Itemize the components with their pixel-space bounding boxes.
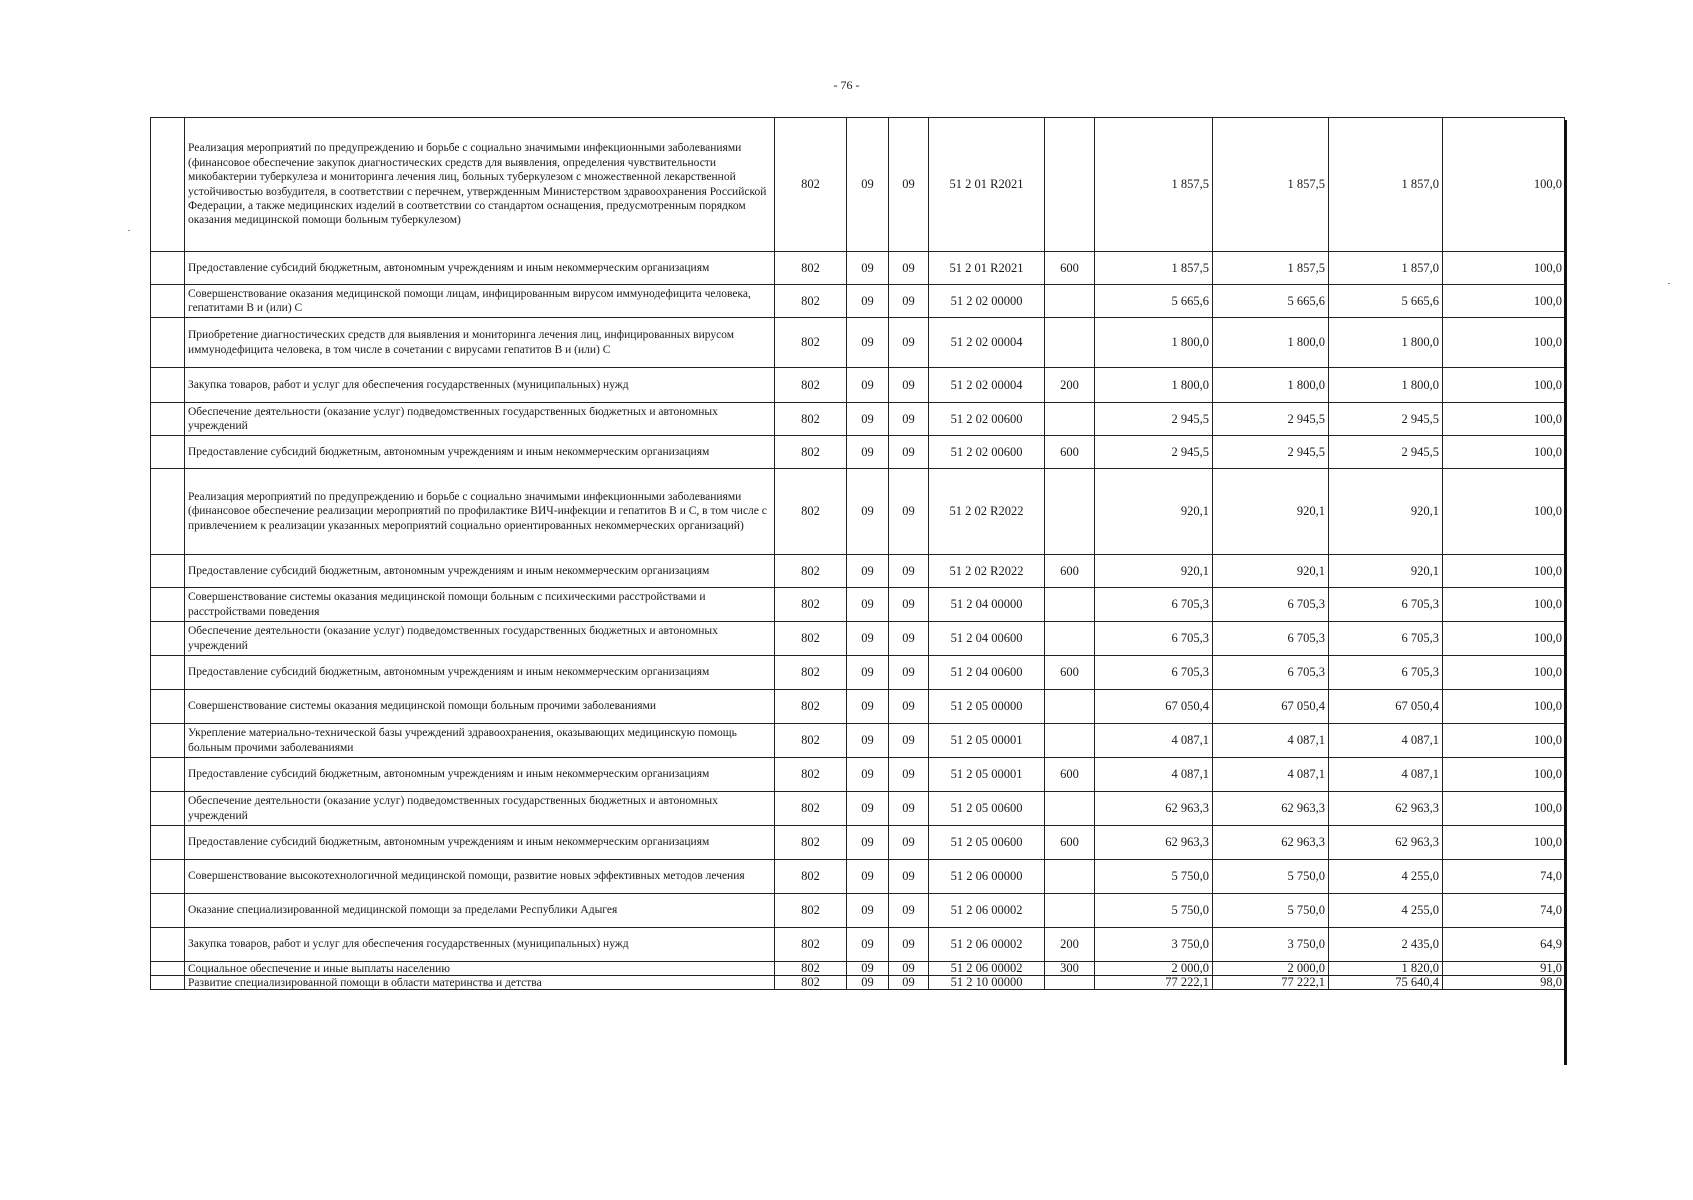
subsection-code: 09	[889, 252, 929, 285]
expense-type	[1045, 894, 1095, 928]
row-margin-cell	[151, 555, 185, 588]
ministry-code: 802	[775, 368, 847, 403]
subsection-code: 09	[889, 285, 929, 318]
execution-percent: 100,0	[1443, 368, 1565, 403]
executed-amount: 920,1	[1329, 469, 1443, 555]
section-code: 09	[847, 403, 889, 436]
row-margin-cell	[151, 368, 185, 403]
section-code: 09	[847, 826, 889, 860]
executed-amount: 1 857,0	[1329, 118, 1443, 252]
row-margin-cell	[151, 436, 185, 469]
row-margin-cell	[151, 252, 185, 285]
expense-type	[1045, 285, 1095, 318]
ministry-code: 802	[775, 826, 847, 860]
approved-amount: 2 945,5	[1095, 436, 1213, 469]
section-code: 09	[847, 758, 889, 792]
executed-amount: 6 705,3	[1329, 622, 1443, 656]
revised-amount: 5 750,0	[1213, 894, 1329, 928]
subsection-code: 09	[889, 758, 929, 792]
target-code: 51 2 04 00000	[929, 588, 1045, 622]
expense-type	[1045, 860, 1095, 894]
table-row	[151, 555, 1565, 588]
approved-amount: 4 087,1	[1095, 758, 1213, 792]
approved-amount: 920,1	[1095, 469, 1213, 555]
row-margin-cell	[151, 860, 185, 894]
table-row	[151, 860, 1565, 894]
approved-amount: 5 750,0	[1095, 894, 1213, 928]
revised-amount: 2 000,0	[1213, 962, 1329, 976]
table-row	[151, 792, 1565, 826]
revised-amount: 1 857,5	[1213, 118, 1329, 252]
row-name: Реализация мероприятий по предупреждению и борьбе с социально значимыми инфекционными заболеваниями (финансовое обеспечение реализации мероприятий по профилактике ВИЧ-инфекции и гепатитов В и С, в том числе с привлечением к реализации указанных мероприятий социально ориентированных некоммерческих организаций)	[185, 469, 775, 555]
approved-amount: 920,1	[1095, 555, 1213, 588]
approved-amount: 1 800,0	[1095, 368, 1213, 403]
execution-percent: 91,0	[1443, 962, 1565, 976]
row-name: Совершенствование высокотехнологичной медицинской помощи, развитие новых эффективных методов лечения	[185, 860, 775, 894]
table-row	[151, 976, 1565, 990]
section-code: 09	[847, 285, 889, 318]
ministry-code: 802	[775, 976, 847, 990]
ministry-code: 802	[775, 894, 847, 928]
approved-amount: 2 000,0	[1095, 962, 1213, 976]
executed-amount: 2 435,0	[1329, 928, 1443, 962]
expense-type	[1045, 724, 1095, 758]
section-code: 09	[847, 962, 889, 976]
revised-amount: 62 963,3	[1213, 792, 1329, 826]
section-code: 09	[847, 318, 889, 368]
section-code: 09	[847, 368, 889, 403]
row-margin-cell	[151, 690, 185, 724]
revised-amount: 5 665,6	[1213, 285, 1329, 318]
target-code: 51 2 02 R2022	[929, 555, 1045, 588]
target-code: 51 2 06 00002	[929, 928, 1045, 962]
target-code: 51 2 04 00600	[929, 656, 1045, 690]
section-code: 09	[847, 690, 889, 724]
executed-amount: 4 255,0	[1329, 860, 1443, 894]
table-row	[151, 724, 1565, 758]
row-margin-cell	[151, 928, 185, 962]
subsection-code: 09	[889, 656, 929, 690]
section-code: 09	[847, 555, 889, 588]
revised-amount: 1 800,0	[1213, 368, 1329, 403]
revised-amount: 1 800,0	[1213, 318, 1329, 368]
expense-type: 600	[1045, 555, 1095, 588]
expense-type	[1045, 469, 1095, 555]
table-row	[151, 690, 1565, 724]
revised-amount: 920,1	[1213, 555, 1329, 588]
expense-type	[1045, 622, 1095, 656]
expense-type: 200	[1045, 928, 1095, 962]
executed-amount: 4 087,1	[1329, 724, 1443, 758]
target-code: 51 2 06 00000	[929, 860, 1045, 894]
revised-amount: 6 705,3	[1213, 656, 1329, 690]
scan-speck	[1668, 283, 1670, 284]
execution-percent: 100,0	[1443, 252, 1565, 285]
approved-amount: 62 963,3	[1095, 792, 1213, 826]
row-margin-cell	[151, 894, 185, 928]
row-name: Предоставление субсидий бюджетным, автономным учреждениям и иным некоммерческим организациям	[185, 656, 775, 690]
section-code: 09	[847, 724, 889, 758]
row-name: Совершенствование системы оказания медицинской помощи больным с психическими расстройствами и расстройствами поведения	[185, 588, 775, 622]
target-code: 51 2 05 00000	[929, 690, 1045, 724]
scan-speck	[128, 230, 130, 231]
row-name: Предоставление субсидий бюджетным, автономным учреждениям и иным некоммерческим организациям	[185, 436, 775, 469]
executed-amount: 1 800,0	[1329, 318, 1443, 368]
section-code: 09	[847, 894, 889, 928]
approved-amount: 2 945,5	[1095, 403, 1213, 436]
row-name: Предоставление субсидий бюджетным, автономным учреждениям и иным некоммерческим организациям	[185, 826, 775, 860]
ministry-code: 802	[775, 588, 847, 622]
section-code: 09	[847, 792, 889, 826]
execution-percent: 64,9	[1443, 928, 1565, 962]
ministry-code: 802	[775, 469, 847, 555]
target-code: 51 2 02 00004	[929, 368, 1045, 403]
section-code: 09	[847, 976, 889, 990]
target-code: 51 2 05 00600	[929, 792, 1045, 826]
ministry-code: 802	[775, 285, 847, 318]
row-margin-cell	[151, 724, 185, 758]
table-row	[151, 368, 1565, 403]
executed-amount: 920,1	[1329, 555, 1443, 588]
target-code: 51 2 05 00600	[929, 826, 1045, 860]
section-code: 09	[847, 252, 889, 285]
table-row	[151, 118, 1565, 252]
ministry-code: 802	[775, 792, 847, 826]
row-name: Оказание специализированной медицинской помощи за пределами Республики Адыгея	[185, 894, 775, 928]
expense-type	[1045, 588, 1095, 622]
executed-amount: 6 705,3	[1329, 588, 1443, 622]
target-code: 51 2 01 R2021	[929, 252, 1045, 285]
subsection-code: 09	[889, 894, 929, 928]
approved-amount: 6 705,3	[1095, 656, 1213, 690]
executed-amount: 62 963,3	[1329, 826, 1443, 860]
execution-percent: 74,0	[1443, 860, 1565, 894]
section-code: 09	[847, 469, 889, 555]
revised-amount: 6 705,3	[1213, 622, 1329, 656]
table-row	[151, 436, 1565, 469]
revised-amount: 77 222,1	[1213, 976, 1329, 990]
row-name: Предоставление субсидий бюджетным, автономным учреждениям и иным некоммерческим организациям	[185, 252, 775, 285]
executed-amount: 1 800,0	[1329, 368, 1443, 403]
revised-amount: 67 050,4	[1213, 690, 1329, 724]
expense-type: 600	[1045, 758, 1095, 792]
ministry-code: 802	[775, 656, 847, 690]
ministry-code: 802	[775, 622, 847, 656]
row-margin-cell	[151, 792, 185, 826]
approved-amount: 5 750,0	[1095, 860, 1213, 894]
budget-table	[150, 117, 1565, 990]
section-code: 09	[847, 656, 889, 690]
executed-amount: 62 963,3	[1329, 792, 1443, 826]
target-code: 51 2 02 00600	[929, 436, 1045, 469]
row-margin-cell	[151, 656, 185, 690]
ministry-code: 802	[775, 928, 847, 962]
executed-amount: 2 945,5	[1329, 436, 1443, 469]
execution-percent: 100,0	[1443, 792, 1565, 826]
row-name: Закупка товаров, работ и услуг для обеспечения государственных (муниципальных) нужд	[185, 928, 775, 962]
row-margin-cell	[151, 403, 185, 436]
row-name: Социальное обеспечение и иные выплаты населению	[185, 962, 775, 976]
approved-amount: 6 705,3	[1095, 622, 1213, 656]
subsection-code: 09	[889, 724, 929, 758]
revised-amount: 62 963,3	[1213, 826, 1329, 860]
expense-type	[1045, 118, 1095, 252]
subsection-code: 09	[889, 962, 929, 976]
expense-type: 600	[1045, 826, 1095, 860]
executed-amount: 2 945,5	[1329, 403, 1443, 436]
approved-amount: 5 665,6	[1095, 285, 1213, 318]
subsection-code: 09	[889, 118, 929, 252]
target-code: 51 2 04 00600	[929, 622, 1045, 656]
target-code: 51 2 02 00000	[929, 285, 1045, 318]
row-margin-cell	[151, 826, 185, 860]
target-code: 51 2 02 00004	[929, 318, 1045, 368]
row-name: Развитие специализированной помощи в области материнства и детства	[185, 976, 775, 990]
approved-amount: 77 222,1	[1095, 976, 1213, 990]
row-name: Обеспечение деятельности (оказание услуг) подведомственных государственных бюджетных и автономных учреждений	[185, 403, 775, 436]
row-name: Обеспечение деятельности (оказание услуг) подведомственных государственных бюджетных и автономных учреждений	[185, 792, 775, 826]
table-row	[151, 894, 1565, 928]
table-row	[151, 656, 1565, 690]
revised-amount: 1 857,5	[1213, 252, 1329, 285]
table-row	[151, 622, 1565, 656]
subsection-code: 09	[889, 469, 929, 555]
target-code: 51 2 02 00600	[929, 403, 1045, 436]
row-margin-cell	[151, 588, 185, 622]
ministry-code: 802	[775, 403, 847, 436]
subsection-code: 09	[889, 826, 929, 860]
execution-percent: 100,0	[1443, 118, 1565, 252]
subsection-code: 09	[889, 792, 929, 826]
section-code: 09	[847, 622, 889, 656]
section-code: 09	[847, 436, 889, 469]
execution-percent: 100,0	[1443, 436, 1565, 469]
execution-percent: 100,0	[1443, 469, 1565, 555]
execution-percent: 100,0	[1443, 555, 1565, 588]
execution-percent: 100,0	[1443, 318, 1565, 368]
subsection-code: 09	[889, 860, 929, 894]
approved-amount: 1 800,0	[1095, 318, 1213, 368]
expense-type	[1045, 318, 1095, 368]
page-number: - 76 -	[833, 78, 860, 92]
execution-percent: 100,0	[1443, 622, 1565, 656]
table-row	[151, 758, 1565, 792]
ministry-code: 802	[775, 436, 847, 469]
execution-percent: 100,0	[1443, 724, 1565, 758]
expense-type: 600	[1045, 436, 1095, 469]
table-body	[151, 118, 1565, 990]
row-name: Закупка товаров, работ и услуг для обеспечения государственных (муниципальных) нужд	[185, 368, 775, 403]
revised-amount: 2 945,5	[1213, 403, 1329, 436]
revised-amount: 920,1	[1213, 469, 1329, 555]
ministry-code: 802	[775, 962, 847, 976]
target-code: 51 2 02 R2022	[929, 469, 1045, 555]
target-code: 51 2 06 00002	[929, 894, 1045, 928]
ministry-code: 802	[775, 690, 847, 724]
row-name: Укрепление материально-технической базы учреждений здравоохранения, оказывающих медицинскую помощь больным прочими заболеваниями	[185, 724, 775, 758]
table-row	[151, 469, 1565, 555]
row-name: Совершенствование системы оказания медицинской помощи больным прочими заболеваниями	[185, 690, 775, 724]
row-name: Совершенствование оказания медицинской помощи лицам, инфицированным вирусом иммунодефицита человека, гепатитами В и (или) С	[185, 285, 775, 318]
expense-type: 600	[1045, 252, 1095, 285]
revised-amount: 2 945,5	[1213, 436, 1329, 469]
expense-type: 200	[1045, 368, 1095, 403]
revised-amount: 4 087,1	[1213, 724, 1329, 758]
subsection-code: 09	[889, 928, 929, 962]
section-code: 09	[847, 588, 889, 622]
section-code: 09	[847, 118, 889, 252]
row-margin-cell	[151, 976, 185, 990]
subsection-code: 09	[889, 318, 929, 368]
expense-type: 600	[1045, 656, 1095, 690]
table-row	[151, 318, 1565, 368]
revised-amount: 4 087,1	[1213, 758, 1329, 792]
execution-percent: 100,0	[1443, 285, 1565, 318]
executed-amount: 75 640,4	[1329, 976, 1443, 990]
revised-amount: 3 750,0	[1213, 928, 1329, 962]
subsection-code: 09	[889, 976, 929, 990]
subsection-code: 09	[889, 555, 929, 588]
execution-percent: 98,0	[1443, 976, 1565, 990]
row-margin-cell	[151, 118, 185, 252]
row-name: Реализация мероприятий по предупреждению и борьбе с социально значимыми инфекционными заболеваниями (финансовое обеспечение закупок диагностических средств для выявления, определения чувствительности микобактерии туберкулеза и мониторинга лечения лиц, больных туберкулезом с множественной лекарственной устойчивостью возбудителя, в соответствии с перечнем, утвержденным Министерством здравоохранения Российской Федерации, а также медицинских изделий в соответствии со стандартом оснащения, предусмотренным порядком оказания медицинской помощи больным туберкулезом)	[185, 118, 775, 252]
execution-percent: 100,0	[1443, 826, 1565, 860]
row-name: Приобретение диагностических средств для выявления и мониторинга лечения лиц, инфицированных вирусом иммунодефицита человека, в том числе в сочетании с вирусами гепатитов В и (или) С	[185, 318, 775, 368]
table-row	[151, 588, 1565, 622]
approved-amount: 3 750,0	[1095, 928, 1213, 962]
approved-amount: 1 857,5	[1095, 252, 1213, 285]
expense-type	[1045, 403, 1095, 436]
execution-percent: 100,0	[1443, 758, 1565, 792]
approved-amount: 4 087,1	[1095, 724, 1213, 758]
row-margin-cell	[151, 285, 185, 318]
row-name: Предоставление субсидий бюджетным, автономным учреждениям и иным некоммерческим организациям	[185, 758, 775, 792]
subsection-code: 09	[889, 436, 929, 469]
subsection-code: 09	[889, 588, 929, 622]
row-margin-cell	[151, 622, 185, 656]
executed-amount: 4 087,1	[1329, 758, 1443, 792]
row-name: Обеспечение деятельности (оказание услуг) подведомственных государственных бюджетных и автономных учреждений	[185, 622, 775, 656]
table-row	[151, 826, 1565, 860]
target-code: 51 2 05 00001	[929, 724, 1045, 758]
target-code: 51 2 06 00002	[929, 962, 1045, 976]
approved-amount: 67 050,4	[1095, 690, 1213, 724]
table-row	[151, 285, 1565, 318]
subsection-code: 09	[889, 690, 929, 724]
ministry-code: 802	[775, 724, 847, 758]
row-margin-cell	[151, 469, 185, 555]
execution-percent: 100,0	[1443, 588, 1565, 622]
executed-amount: 67 050,4	[1329, 690, 1443, 724]
execution-percent: 100,0	[1443, 656, 1565, 690]
execution-percent: 100,0	[1443, 690, 1565, 724]
ministry-code: 802	[775, 758, 847, 792]
executed-amount: 5 665,6	[1329, 285, 1443, 318]
table-right-border	[1564, 120, 1567, 1065]
ministry-code: 802	[775, 555, 847, 588]
ministry-code: 802	[775, 860, 847, 894]
expense-type	[1045, 792, 1095, 826]
ministry-code: 802	[775, 118, 847, 252]
expense-type	[1045, 690, 1095, 724]
table-row	[151, 928, 1565, 962]
subsection-code: 09	[889, 622, 929, 656]
expense-type: 300	[1045, 962, 1095, 976]
row-margin-cell	[151, 318, 185, 368]
executed-amount: 6 705,3	[1329, 656, 1443, 690]
row-name: Предоставление субсидий бюджетным, автономным учреждениям и иным некоммерческим организациям	[185, 555, 775, 588]
target-code: 51 2 10 00000	[929, 976, 1045, 990]
subsection-code: 09	[889, 368, 929, 403]
execution-percent: 74,0	[1443, 894, 1565, 928]
executed-amount: 1 857,0	[1329, 252, 1443, 285]
executed-amount: 4 255,0	[1329, 894, 1443, 928]
section-code: 09	[847, 928, 889, 962]
table-row	[151, 962, 1565, 976]
approved-amount: 62 963,3	[1095, 826, 1213, 860]
subsection-code: 09	[889, 403, 929, 436]
target-code: 51 2 05 00001	[929, 758, 1045, 792]
ministry-code: 802	[775, 318, 847, 368]
approved-amount: 1 857,5	[1095, 118, 1213, 252]
section-code: 09	[847, 860, 889, 894]
revised-amount: 6 705,3	[1213, 588, 1329, 622]
revised-amount: 5 750,0	[1213, 860, 1329, 894]
approved-amount: 6 705,3	[1095, 588, 1213, 622]
row-margin-cell	[151, 962, 185, 976]
target-code: 51 2 01 R2021	[929, 118, 1045, 252]
expense-type	[1045, 976, 1095, 990]
executed-amount: 1 820,0	[1329, 962, 1443, 976]
execution-percent: 100,0	[1443, 403, 1565, 436]
ministry-code: 802	[775, 252, 847, 285]
table-row	[151, 403, 1565, 436]
row-margin-cell	[151, 758, 185, 792]
table-row	[151, 252, 1565, 285]
